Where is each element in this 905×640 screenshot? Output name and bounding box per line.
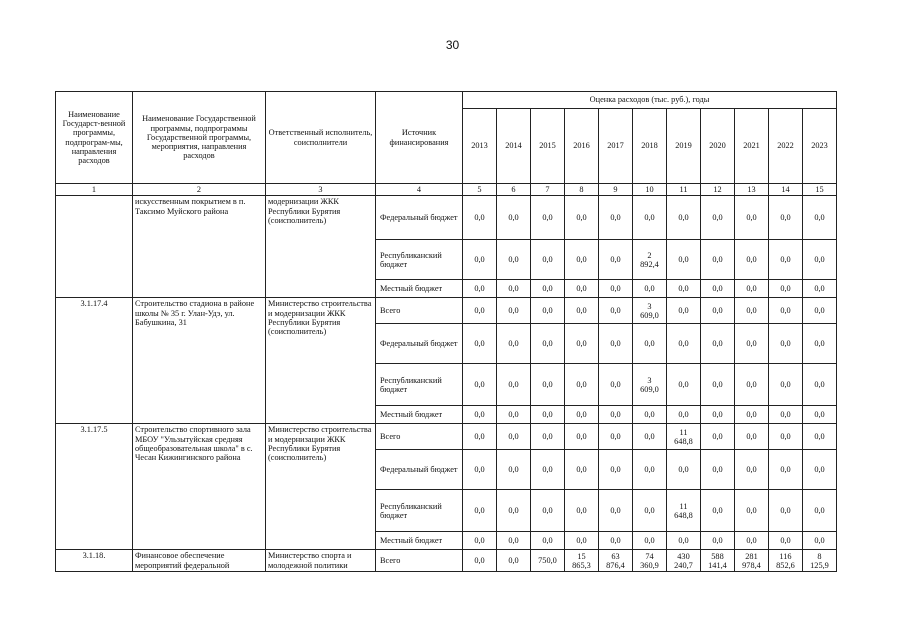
amount-cell: 0,0 (769, 424, 803, 450)
amount-cell: 0,0 (701, 532, 735, 550)
amount-cell: 0,0 (667, 324, 701, 364)
amount-cell: 15 865,3 (565, 550, 599, 572)
amount-cell: 0,0 (599, 196, 633, 240)
year-header: 2018 (633, 109, 667, 184)
amount-cell: 0,0 (531, 196, 565, 240)
column-number: 5 (463, 184, 497, 196)
amount-cell: 0,0 (803, 280, 837, 298)
amount-cell: 0,0 (497, 424, 531, 450)
amount-cell: 0,0 (769, 450, 803, 490)
year-header: 2016 (565, 109, 599, 184)
amount-cell: 0,0 (599, 532, 633, 550)
amount-cell: 0,0 (599, 280, 633, 298)
funding-source: Федеральный бюджет (376, 324, 463, 364)
column-number: 6 (497, 184, 531, 196)
column-number: 11 (667, 184, 701, 196)
amount-cell: 0,0 (599, 298, 633, 324)
amount-cell: 0,0 (565, 196, 599, 240)
column-number: 2 (133, 184, 266, 196)
amount-cell: 0,0 (497, 550, 531, 572)
amount-cell: 11 648,8 (667, 424, 701, 450)
amount-cell: 0,0 (463, 532, 497, 550)
table-row (56, 196, 837, 240)
amount-cell: 0,0 (531, 280, 565, 298)
header-col3: Ответственный исполнитель, соисполнители (266, 92, 376, 184)
amount-cell: 0,0 (463, 324, 497, 364)
amount-cell: 0,0 (599, 450, 633, 490)
funding-source: Всего (376, 424, 463, 450)
amount-cell: 0,0 (497, 490, 531, 532)
amount-cell: 0,0 (735, 406, 769, 424)
amount-cell: 0,0 (701, 450, 735, 490)
amount-cell: 0,0 (463, 450, 497, 490)
budget-table (55, 91, 837, 572)
funding-source: Всего (376, 298, 463, 324)
column-number: 15 (803, 184, 837, 196)
amount-cell: 0,0 (735, 240, 769, 280)
amount-cell: 0,0 (463, 298, 497, 324)
section-executor: Министерство спорта и молодежной политики (266, 550, 376, 572)
amount-cell: 0,0 (599, 490, 633, 532)
amount-cell: 0,0 (565, 406, 599, 424)
year-header: 2019 (667, 109, 701, 184)
amount-cell: 0,0 (633, 424, 667, 450)
column-number: 12 (701, 184, 735, 196)
amount-cell: 0,0 (531, 324, 565, 364)
amount-cell: 0,0 (769, 240, 803, 280)
amount-cell: 0,0 (803, 364, 837, 406)
amount-cell: 0,0 (701, 298, 735, 324)
amount-cell: 0,0 (803, 298, 837, 324)
section-code: 3.1.17.5 (56, 424, 133, 550)
column-number: 9 (599, 184, 633, 196)
amount-cell: 0,0 (803, 196, 837, 240)
section-code (56, 196, 133, 298)
amount-cell: 0,0 (565, 364, 599, 406)
funding-source: Местный бюджет (376, 532, 463, 550)
amount-cell: 0,0 (803, 532, 837, 550)
amount-cell: 0,0 (599, 240, 633, 280)
amount-cell: 0,0 (735, 490, 769, 532)
amount-cell: 0,0 (735, 424, 769, 450)
section-executor: Министерство строительства и модернизации ЖКК Республики Бурятия (соисполнитель) (266, 424, 376, 550)
amount-cell: 0,0 (633, 280, 667, 298)
section-name: искусственным покрытием в п. Таксимо Муйского района (133, 196, 266, 298)
column-number: 3 (266, 184, 376, 196)
amount-cell: 0,0 (463, 424, 497, 450)
amount-cell: 0,0 (497, 406, 531, 424)
amount-cell: 0,0 (701, 240, 735, 280)
amount-cell: 0,0 (565, 490, 599, 532)
amount-cell: 0,0 (565, 424, 599, 450)
amount-cell: 0,0 (531, 240, 565, 280)
year-header: 2023 (803, 109, 837, 184)
funding-source: Федеральный бюджет (376, 450, 463, 490)
amount-cell: 0,0 (497, 364, 531, 406)
year-header: 2017 (599, 109, 633, 184)
amount-cell: 0,0 (565, 532, 599, 550)
column-number: 10 (633, 184, 667, 196)
year-header: 2014 (497, 109, 531, 184)
funding-source: Всего (376, 550, 463, 572)
amount-cell: 0,0 (463, 364, 497, 406)
amount-cell: 0,0 (701, 280, 735, 298)
year-header: 2022 (769, 109, 803, 184)
amount-cell: 0,0 (803, 324, 837, 364)
funding-source: Республиканский бюджет (376, 364, 463, 406)
amount-cell: 0,0 (565, 240, 599, 280)
year-header: 2020 (701, 109, 735, 184)
amount-cell: 0,0 (497, 280, 531, 298)
amount-cell: 0,0 (633, 324, 667, 364)
amount-cell: 0,0 (735, 364, 769, 406)
amount-cell: 0,0 (497, 450, 531, 490)
amount-cell: 0,0 (599, 424, 633, 450)
amount-cell: 0,0 (735, 298, 769, 324)
amount-cell: 63 876,4 (599, 550, 633, 572)
amount-cell: 0,0 (769, 196, 803, 240)
amount-cell: 0,0 (803, 490, 837, 532)
funding-source: Местный бюджет (376, 280, 463, 298)
amount-cell: 2 892,4 (633, 240, 667, 280)
amount-cell: 0,0 (735, 196, 769, 240)
funding-source: Республиканский бюджет (376, 240, 463, 280)
amount-cell: 0,0 (497, 240, 531, 280)
amount-cell: 0,0 (497, 298, 531, 324)
amount-cell: 0,0 (803, 450, 837, 490)
amount-cell: 0,0 (735, 324, 769, 364)
header-col4: Источник финансирования (376, 92, 463, 184)
amount-cell: 0,0 (599, 364, 633, 406)
column-number: 7 (531, 184, 565, 196)
section-code: 3.1.18. (56, 550, 133, 572)
amount-cell: 0,0 (463, 550, 497, 572)
amount-cell: 0,0 (735, 532, 769, 550)
section-name: Строительство спортивного зала МБОУ "Ульзытуйская средняя общеобразовательная школа" в с. Чесан Кижингинского района (133, 424, 266, 550)
amount-cell: 0,0 (803, 424, 837, 450)
column-number: 4 (376, 184, 463, 196)
amount-cell: 0,0 (497, 196, 531, 240)
section-executor: Министерство строительства и модернизации ЖКК Республики Бурятия (соисполнитель) (266, 298, 376, 424)
amount-cell: 0,0 (565, 324, 599, 364)
amount-cell: 0,0 (769, 298, 803, 324)
amount-cell: 0,0 (769, 406, 803, 424)
header-col1: Наименование Государст-венной программы, подпрограм-мы, направления расходов (56, 92, 133, 184)
amount-cell: 0,0 (803, 240, 837, 280)
amount-cell: 8 125,9 (803, 550, 837, 572)
column-number: 1 (56, 184, 133, 196)
amount-cell: 0,0 (599, 324, 633, 364)
amount-cell: 588 141,4 (701, 550, 735, 572)
amount-cell: 0,0 (701, 424, 735, 450)
section-name: Строительство стадиона в районе школы № 35 г. Улан-Удэ, ул. Бабушкина, 31 (133, 298, 266, 424)
amount-cell: 0,0 (769, 280, 803, 298)
amount-cell: 0,0 (701, 324, 735, 364)
amount-cell: 0,0 (497, 324, 531, 364)
amount-cell: 0,0 (565, 280, 599, 298)
amount-cell: 74 360,9 (633, 550, 667, 572)
amount-cell: 430 240,7 (667, 550, 701, 572)
amount-cell: 0,0 (463, 280, 497, 298)
table-row (56, 550, 837, 572)
amount-cell: 0,0 (531, 424, 565, 450)
year-header: 2013 (463, 109, 497, 184)
amount-cell: 0,0 (531, 406, 565, 424)
amount-cell: 0,0 (531, 532, 565, 550)
amount-cell: 0,0 (701, 406, 735, 424)
amount-cell: 0,0 (565, 450, 599, 490)
year-header: 2015 (531, 109, 565, 184)
amount-cell: 0,0 (735, 280, 769, 298)
amount-cell: 281 978,4 (735, 550, 769, 572)
amount-cell: 0,0 (633, 490, 667, 532)
amount-cell: 0,0 (769, 364, 803, 406)
amount-cell: 0,0 (667, 532, 701, 550)
amount-cell: 0,0 (531, 450, 565, 490)
amount-cell: 0,0 (463, 490, 497, 532)
table-row (56, 424, 837, 450)
amount-cell: 0,0 (667, 240, 701, 280)
amount-cell: 0,0 (667, 364, 701, 406)
header-col2: Наименование Государственной программы, подпрограммы Государственной программы, мероприятия, направления расходов (133, 92, 266, 184)
funding-source: Федеральный бюджет (376, 196, 463, 240)
amount-cell: 0,0 (633, 406, 667, 424)
amount-cell: 11 648,8 (667, 490, 701, 532)
amount-cell: 0,0 (803, 406, 837, 424)
amount-cell: 3 609,0 (633, 298, 667, 324)
amount-cell: 3 609,0 (633, 364, 667, 406)
amount-cell: 750,0 (531, 550, 565, 572)
amount-cell: 0,0 (701, 490, 735, 532)
amount-cell: 0,0 (497, 532, 531, 550)
section-code: 3.1.17.4 (56, 298, 133, 424)
funding-source: Республиканский бюджет (376, 490, 463, 532)
section-executor: модернизации ЖКК Республики Бурятия (соисполнитель) (266, 196, 376, 298)
amount-cell: 0,0 (633, 196, 667, 240)
amount-cell: 0,0 (701, 196, 735, 240)
table-row (56, 298, 837, 324)
header-estimate: Оценка расходов (тыс. руб.), годы (463, 92, 837, 109)
funding-source: Местный бюджет (376, 406, 463, 424)
amount-cell: 0,0 (667, 196, 701, 240)
amount-cell: 0,0 (769, 490, 803, 532)
amount-cell: 0,0 (531, 490, 565, 532)
year-header: 2021 (735, 109, 769, 184)
page-number: 30 (445, 38, 460, 52)
amount-cell: 116 852,6 (769, 550, 803, 572)
column-number: 8 (565, 184, 599, 196)
amount-cell: 0,0 (701, 364, 735, 406)
amount-cell: 0,0 (769, 532, 803, 550)
section-name: Финансовое обеспечение мероприятий федеральной (133, 550, 266, 572)
amount-cell: 0,0 (599, 406, 633, 424)
amount-cell: 0,0 (667, 280, 701, 298)
amount-cell: 0,0 (463, 196, 497, 240)
amount-cell: 0,0 (531, 298, 565, 324)
amount-cell: 0,0 (769, 324, 803, 364)
amount-cell: 0,0 (531, 364, 565, 406)
amount-cell: 0,0 (463, 240, 497, 280)
amount-cell: 0,0 (633, 532, 667, 550)
amount-cell: 0,0 (463, 406, 497, 424)
amount-cell: 0,0 (667, 298, 701, 324)
amount-cell: 0,0 (667, 450, 701, 490)
column-number: 13 (735, 184, 769, 196)
amount-cell: 0,0 (667, 406, 701, 424)
amount-cell: 0,0 (735, 450, 769, 490)
column-number: 14 (769, 184, 803, 196)
amount-cell: 0,0 (633, 450, 667, 490)
amount-cell: 0,0 (565, 298, 599, 324)
